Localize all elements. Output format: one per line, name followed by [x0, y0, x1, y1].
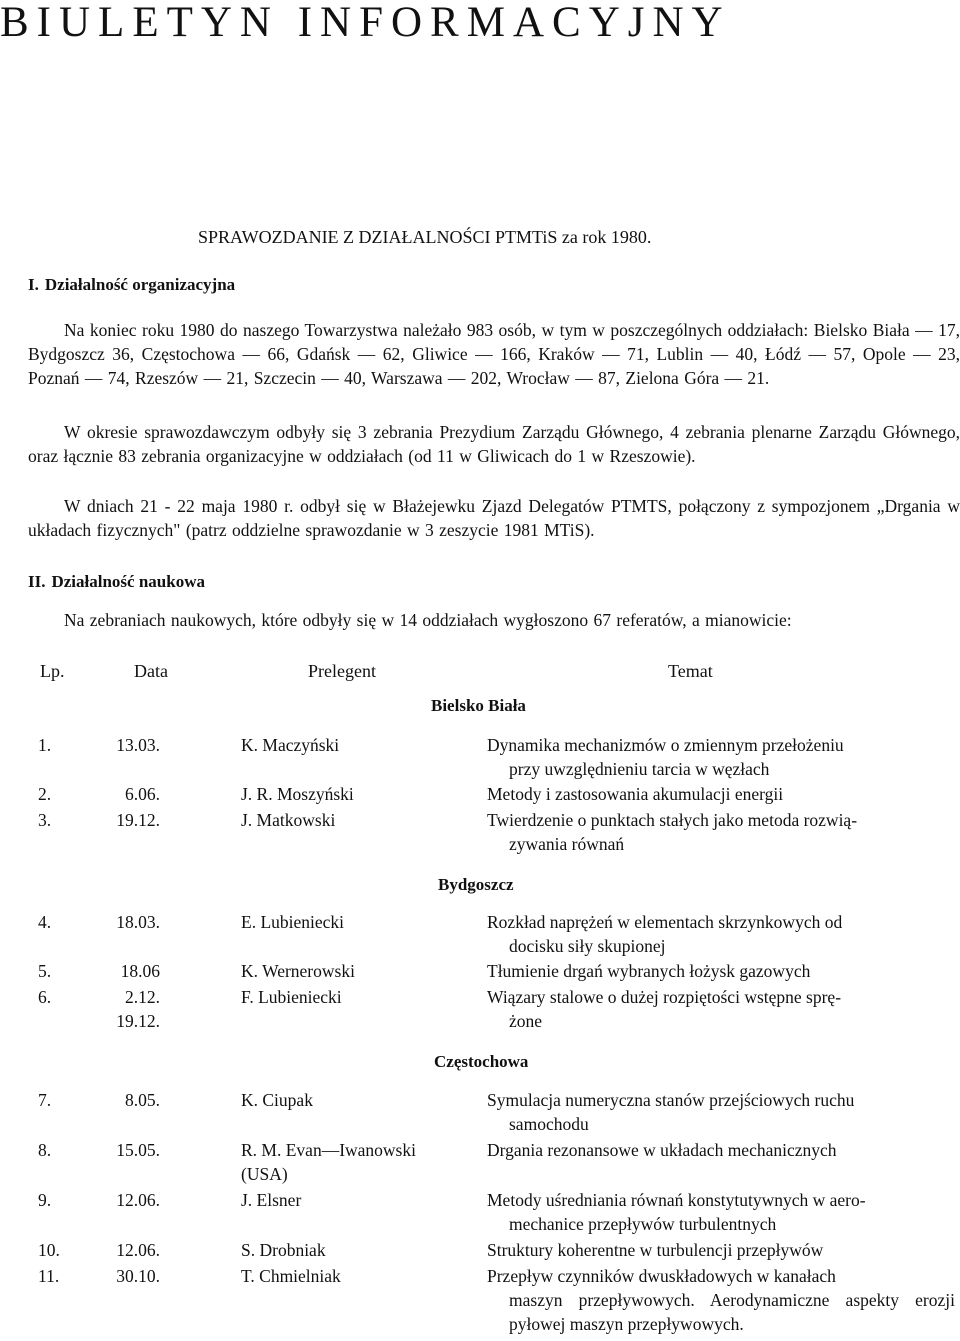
row-topic-continuation: zywania równań — [509, 834, 625, 854]
row-date: 30.10. — [116, 1266, 160, 1286]
row-topic-text: Rozkład naprężeń w elementach skrzynkowych od — [487, 912, 843, 932]
row-topic: Drgania rezonansowe w układach mechanicznych — [487, 1140, 837, 1160]
report-title: SPRAWOZDANIE Z DZIAŁALNOŚCI PTMTiS za rok 1980. — [198, 227, 652, 247]
row-lp: 7. — [38, 1090, 52, 1110]
row-speaker: J. Matkowski — [241, 810, 336, 830]
row-lp: 3. — [38, 810, 52, 830]
row-lp: 9. — [38, 1190, 52, 1210]
header-lp: Lp. — [40, 661, 65, 681]
row-topic — [487, 1188, 955, 1236]
row-speaker: J. Elsner — [241, 1190, 302, 1210]
row-topic — [487, 733, 955, 781]
row-speaker: K. Ciupak — [241, 1090, 313, 1110]
row-date-first: 2.12. — [125, 987, 160, 1007]
row-topic-continuation: docisku siły skupionej — [509, 936, 666, 956]
row-topic-continuation: żone — [509, 1011, 543, 1031]
row-date: 19.12. — [116, 810, 160, 830]
row-lp: 2. — [38, 784, 52, 804]
row-date: 13.03. — [116, 735, 160, 755]
section-2-heading — [28, 571, 205, 593]
row-topic-text: Przepływ czynników dwuskładowych w kanałach — [487, 1266, 836, 1286]
row-date: 12.06. — [116, 1190, 160, 1210]
row-date: 15.05. — [116, 1140, 160, 1160]
row-topic-text: Metody uśredniania równań konstytutywnych w aero- — [487, 1190, 866, 1210]
row-topic-text: Dynamika mechanizmów o zmiennym przełożeniu — [487, 735, 844, 755]
row-date: 18.03. — [116, 912, 160, 932]
row-lp: 1. — [38, 735, 52, 755]
row-speaker — [241, 1138, 481, 1186]
header-speaker: Prelegent — [308, 661, 376, 681]
row-speaker: F. Lubieniecki — [241, 987, 342, 1007]
bulletin-banner: BIULETYN INFORMACYJNY — [0, 0, 731, 46]
meetings-paragraph: W okresie sprawozdawczym odbyły się 3 zebrania Prezydium Zarządu Głównego, 4 zebrania plenarne Zarządu Głównego, oraz łącznie 83 zebrania organizacyjne w oddziałach (od 11 w Gliwicach do 1 w Rzeszowie). — [28, 422, 960, 466]
row-date: 6.06. — [125, 784, 160, 804]
section-2-number: II. — [28, 572, 46, 591]
row-topic: Tłumienie drgań wybranych łożysk gazowych — [487, 961, 811, 981]
row-lp: 6. — [38, 987, 52, 1007]
row-speaker-country: (USA) — [241, 1164, 288, 1184]
group-heading-bielsko-biala: Bielsko Biała — [431, 696, 526, 715]
lectures-intro: Na zebraniach naukowych, które odbyły się w 14 oddziałach wygłoszono 67 referatów, a mianowicie: — [64, 610, 792, 630]
congress-paragraph: W dniach 21 - 22 maja 1980 r. odbył się w Błażejewku Zjazd Delegatów PTMTS, połączony z sympozjonem „Drgania w układach fizycznych" (patrz oddzielne sprawozdanie w 3 zeszycie 1981 MTiS). — [28, 496, 960, 540]
row-speaker: K. Wernerowski — [241, 961, 355, 981]
row-topic — [487, 1264, 955, 1336]
row-speaker: S. Drobniak — [241, 1240, 326, 1260]
row-speaker: E. Lubieniecki — [241, 912, 345, 932]
row-topic-text: Symulacja numeryczna stanów przejściowych ruchu — [487, 1090, 855, 1110]
row-topic: Struktury koherentne w turbulencji przepływów — [487, 1240, 824, 1260]
section-1-title: Działalność organizacyjna — [44, 275, 236, 294]
row-date: 8.05. — [125, 1090, 160, 1110]
membership-paragraph: Na koniec roku 1980 do naszego Towarzystwa należało 983 osób, w tym w poszczególnych oddziałach: Bielsko Biała — 17, Bydgoszcz 36, Częstochowa — 66, Gdańsk — 62, Gliwice — 166, Kraków — 71, Lublin — 40, Łódź — 57, Opole — 23, Poznań — 74, Rzeszów — 21, Szczecin — 40, Warszawa — 202, Wrocław — 87, Zielona Góra — 21. — [28, 320, 960, 388]
row-topic — [487, 808, 955, 856]
group-heading-czestochowa: Częstochowa — [434, 1052, 529, 1071]
row-lp: 4. — [38, 912, 52, 932]
row-date: 18.06 — [120, 961, 160, 981]
row-topic-continuation: przy uwzględnieniu tarcia w węzłach — [509, 759, 770, 779]
section-1-heading — [28, 274, 235, 296]
row-topic-continuation: mechanice przepływów turbulentnych — [509, 1214, 777, 1234]
row-date: 12.06. — [116, 1240, 160, 1260]
row-topic: Metody i zastosowania akumulacji energii — [487, 784, 784, 804]
row-topic — [487, 1088, 955, 1136]
row-lp: 5. — [38, 961, 52, 981]
row-lp: 10. — [38, 1240, 60, 1260]
header-date: Data — [134, 661, 168, 681]
row-topic-continuation: samochodu — [509, 1114, 589, 1134]
section-2-title: Działalność naukowa — [51, 572, 205, 591]
row-topic-continuation: maszyn przepływowych. Aerodynamiczne aspekty erozji pyłowej maszyn przepływowych. — [509, 1290, 955, 1334]
row-topic — [487, 985, 955, 1033]
row-lp: 11. — [38, 1266, 60, 1286]
row-topic-text: Wiązary stalowe o dużej rozpiętości wstępne sprę- — [487, 987, 842, 1007]
row-speaker: T. Chmielniak — [241, 1266, 341, 1286]
row-date — [90, 985, 160, 1033]
header-topic: Temat — [668, 661, 713, 681]
section-1-number: I. — [28, 275, 39, 294]
row-topic — [487, 910, 955, 958]
row-speaker: J. R. Moszyński — [241, 784, 354, 804]
row-speaker: K. Maczyński — [241, 735, 340, 755]
row-speaker-name: R. M. Evan—Iwanowski — [241, 1140, 416, 1160]
row-lp: 8. — [38, 1140, 52, 1160]
group-heading-bydgoszcz: Bydgoszcz — [438, 875, 514, 894]
row-date-second: 19.12. — [116, 1011, 160, 1031]
row-topic-text: Twierdzenie o punktach stałych jako metoda rozwią- — [487, 810, 858, 830]
